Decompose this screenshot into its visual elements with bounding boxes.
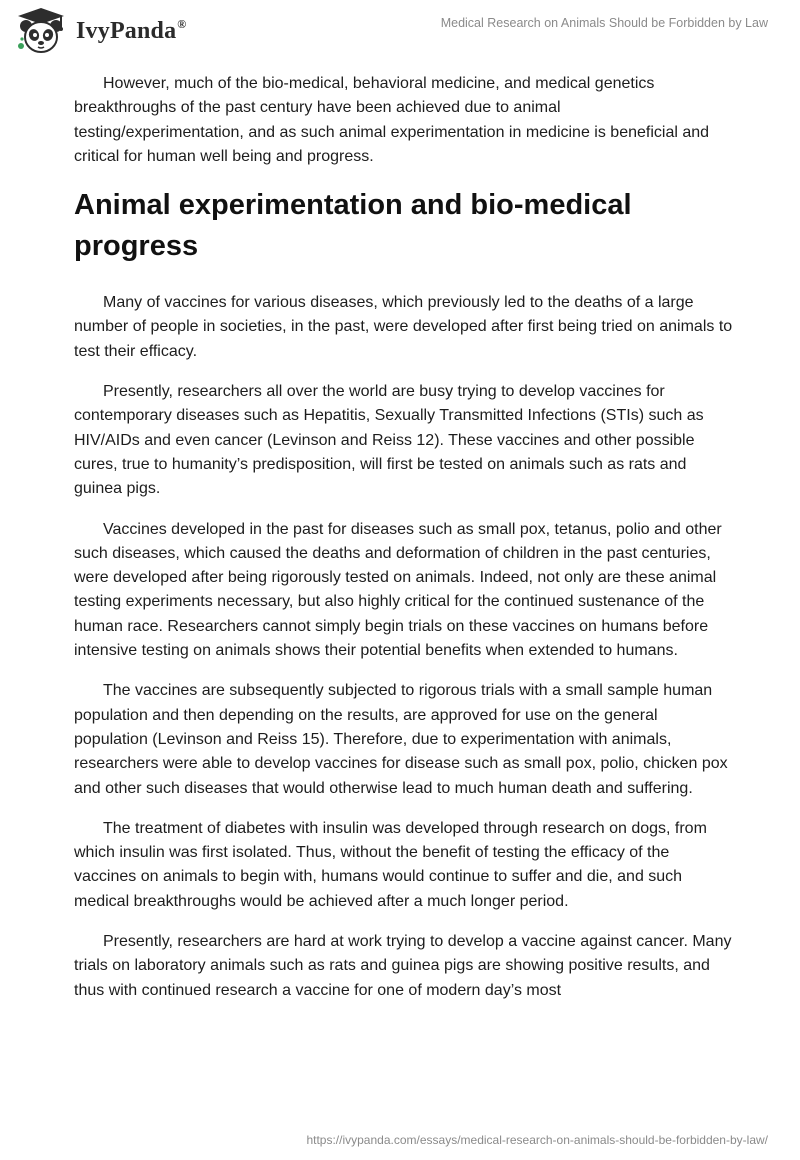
paragraph: Presently, researchers all over the world are busy trying to develop vaccines for contemporary diseases such as Hepatitis, Sexually Transmitted Infections (STIs) such as HIV/AIDs and even cancer (Levinson and Reiss 12). These vaccines and other possible cures, true to humanity’s predisposition, will first be tested on animals such as rats and guinea pigs. — [74, 383, 704, 498]
paragraph: The vaccines are subsequently subjected to rigorous trials with a small sample human population and then depending on the results, are approved for use on the general population (Levinson and Reiss 15). Therefore, due to experimentation with animals, researchers were able to develop vaccines for disease such as small pox, polio, chicken pox and other such diseases that would otherwise lead to much human death and suffering. — [74, 682, 728, 797]
brand-name: IvyPanda® — [76, 17, 187, 44]
panda-graduate-icon — [14, 6, 68, 56]
paragraph: Many of vaccines for various diseases, which previously led to the deaths of a large number of people in societies, in the past, were developed after first being tried on animals to test their efficacy. — [74, 294, 733, 360]
paragraph: The treatment of diabetes with insulin was developed through research on dogs, from which insulin was first isolated. Thus, without the benefit of testing the efficacy of the vaccines on animals to begin with, humans would continue to suffer and die, and such medical breakthroughs would be achieved after a much longer period. — [74, 819, 707, 910]
paragraph: Vaccines developed in the past for diseases such as small pox, tetanus, polio and other such diseases, which caused the deaths and deformation of children in the past centuries, were developed after being rigorously tested on animals. Indeed, not only are these animal testing experiments necessary, but also highly critical for the continued sustenance of the human race. Researchers cannot simply begin trials on these vaccines on humans before intensive testing on animals shows their potential benefits when extended to humans. — [74, 520, 722, 660]
paragraph: However, much of the bio-medical, behavioral medicine, and medical genetics breakthroughs of the past century have been achieved due to animal testing/experimentation, and as such animal experimentation in medicine is beneficial and critical for human well being and progress. — [74, 75, 710, 165]
running-title: Medical Research on Animals Should be Forbidden by Law — [440, 16, 768, 30]
source-url[interactable]: https://ivypanda.com/essays/medical-research-on-animals-should-be-forbidden-by-law/ — [306, 1133, 768, 1147]
ivypanda-logo[interactable] — [14, 6, 186, 56]
paragraph: Presently, researchers are hard at work trying to develop a vaccine against cancer. Many trials on laboratory animals such as rats and guinea pigs are showing positive results, and thus with continued research a vaccine for one of modern day’s most — [74, 933, 732, 999]
registered-mark: ® — [177, 17, 187, 31]
section-heading: Animal experimentation and bio-medical progress — [74, 189, 632, 263]
essay-body — [74, 72, 734, 1019]
page-header — [0, 0, 800, 60]
